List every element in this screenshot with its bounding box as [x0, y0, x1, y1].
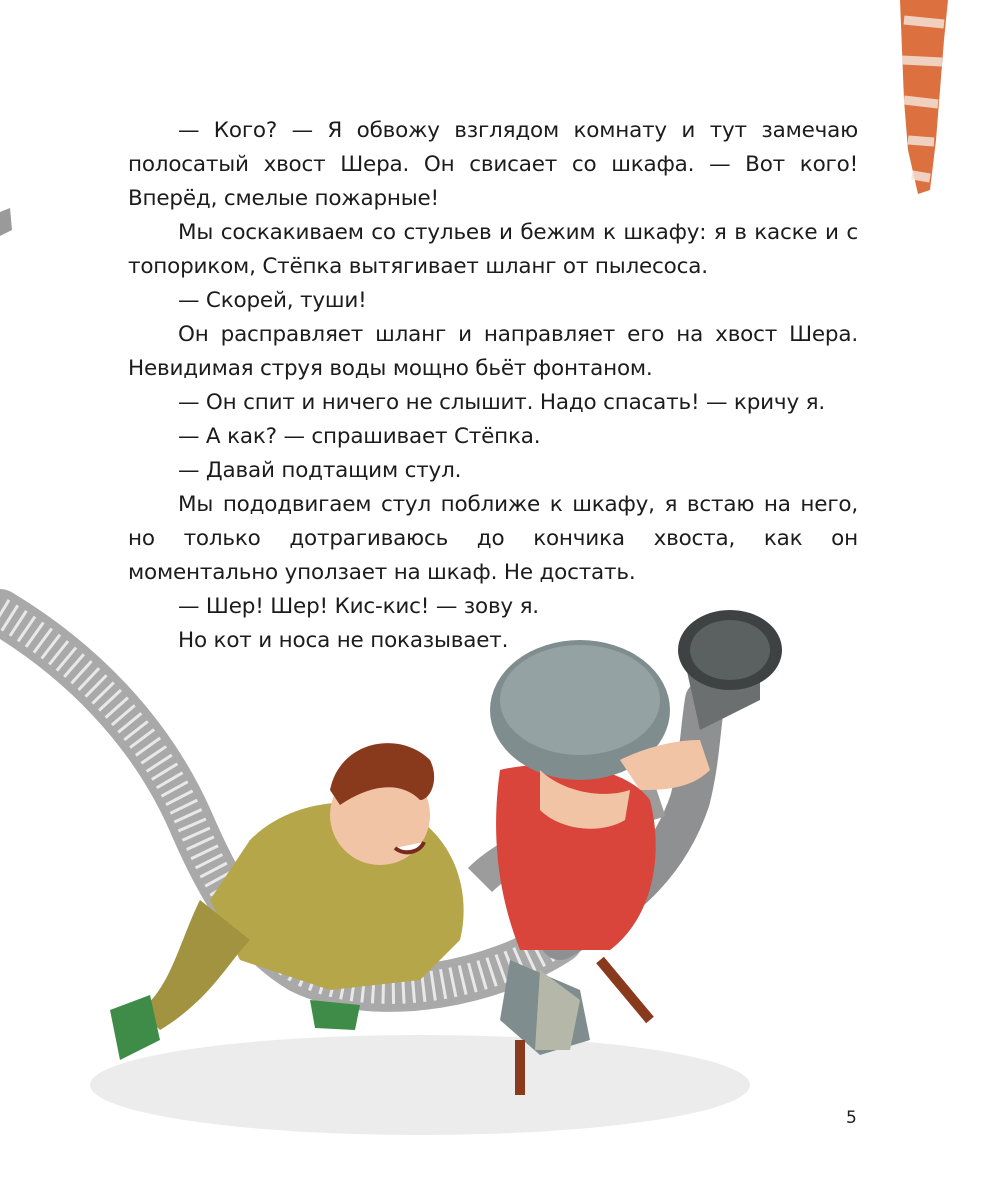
paragraph: — Шер! Шер! Кис-кис! — зову я.	[178, 594, 539, 619]
story-text	[128, 114, 858, 658]
paragraph: Мы соскакиваем со стульев и бежим к шкафу: я в каске и с топориком, Стёпка вытягивает шланг от пылесоса.	[128, 220, 858, 279]
paragraph: — А как? — спрашивает Стёпка.	[178, 424, 541, 449]
cat-tail-illustration	[900, 0, 948, 194]
paragraph: Он расправляет шланг и направляет его на хвост Шера. Невидимая струя воды мощно бьёт фонтаном.	[128, 322, 858, 381]
paragraph: — Кого? — Я обвожу взглядом комнату и тут замечаю полосатый хвост Шера. Он свисает со шкафа. — Вот кого! Вперёд, смелые пожарные!	[128, 118, 858, 211]
paragraph: — Он спит и ничего не слышит. Надо спасать! — кричу я.	[178, 390, 825, 415]
paragraph: — Скорей, туши!	[178, 288, 367, 313]
paragraph: — Давай подтащим стул.	[178, 458, 462, 483]
page-number: 5	[846, 1108, 857, 1128]
paragraph: Мы пододвигаем стул поближе к шкафу, я встаю на него, но только дотрагиваюсь до кончика хвоста, как он моментально уползает на шкаф. Не достать.	[128, 492, 858, 585]
paragraph: Но кот и носа не показывает.	[178, 628, 509, 653]
edge-smudge	[0, 208, 12, 236]
floor-shadow	[90, 1035, 750, 1135]
